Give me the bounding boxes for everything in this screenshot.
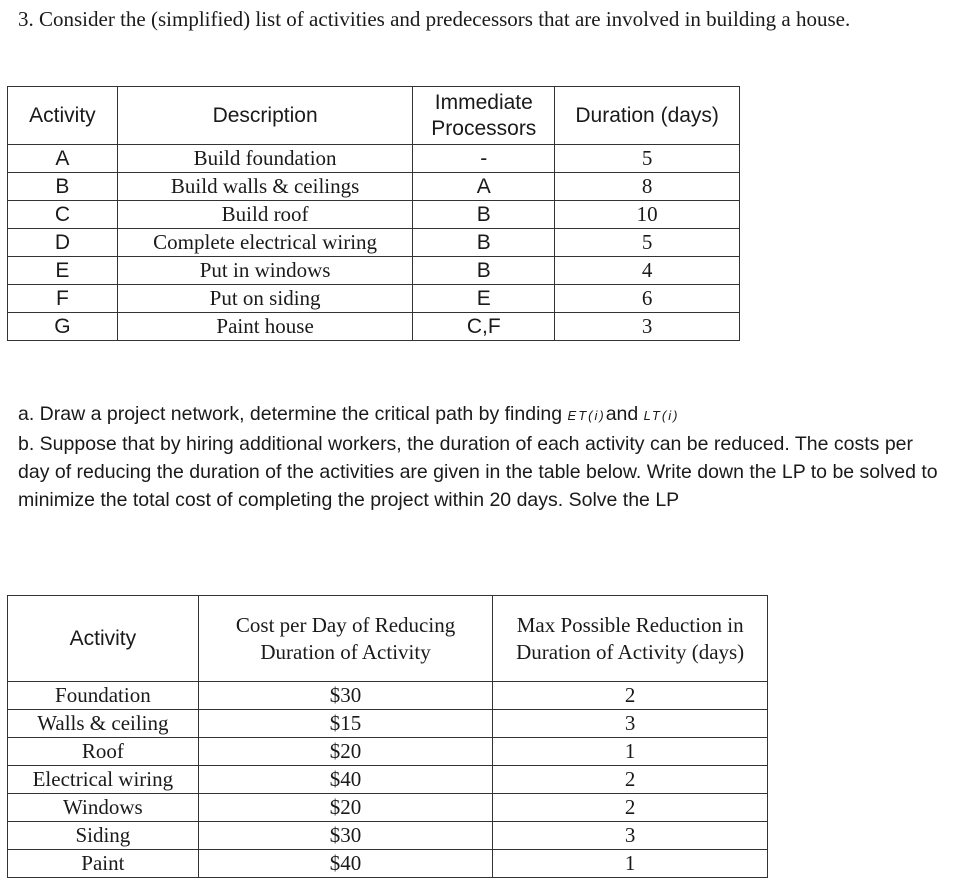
cell-predecessors: B — [413, 201, 555, 229]
cell-activity: Foundation — [8, 682, 199, 710]
cell-duration: 10 — [555, 201, 740, 229]
cell-cost: $20 — [198, 794, 493, 822]
cell-max-reduction: 2 — [493, 794, 768, 822]
cell-cost: $20 — [198, 738, 493, 766]
table-row — [8, 285, 740, 313]
cell-duration: 5 — [555, 229, 740, 257]
cell-activity: A — [8, 145, 118, 173]
table-row — [8, 794, 768, 822]
cell-description: Build foundation — [117, 145, 412, 173]
cell-duration: 3 — [555, 313, 740, 341]
cell-description: Paint house — [117, 313, 412, 341]
et-notation: ET(i) — [567, 408, 606, 423]
cell-description: Put in windows — [117, 257, 412, 285]
lt-notation: LT(i) — [643, 408, 680, 423]
cell-duration: 5 — [555, 145, 740, 173]
cell-description: Complete electrical wiring — [117, 229, 412, 257]
cell-description: Build walls & ceilings — [117, 173, 412, 201]
cell-cost: $15 — [198, 710, 493, 738]
cell-predecessors: B — [413, 229, 555, 257]
cell-activity: E — [8, 257, 118, 285]
cell-cost: $40 — [198, 850, 493, 878]
cell-activity: Paint — [8, 850, 199, 878]
cell-duration: 8 — [555, 173, 740, 201]
cell-predecessors: B — [413, 257, 555, 285]
table-header-row — [8, 87, 740, 145]
cell-max-reduction: 1 — [493, 850, 768, 878]
header-max-reduction: Max Possible Reduction in Duration of Activity (days) — [493, 596, 768, 682]
cell-cost: $30 — [198, 682, 493, 710]
cell-max-reduction: 3 — [493, 822, 768, 850]
cell-description: Put on siding — [117, 285, 412, 313]
table-row — [8, 257, 740, 285]
header-cost-activity: Activity — [8, 596, 199, 682]
cell-predecessors: - — [413, 145, 555, 173]
cell-activity: D — [8, 229, 118, 257]
header-activity: Activity — [8, 87, 118, 145]
cell-max-reduction: 2 — [493, 682, 768, 710]
cell-predecessors: E — [413, 285, 555, 313]
table-row — [8, 229, 740, 257]
cell-predecessors: A — [413, 173, 555, 201]
table-row — [8, 822, 768, 850]
cell-activity: G — [8, 313, 118, 341]
table-row — [8, 313, 740, 341]
header-cost-per-day: Cost per Day of Reducing Duration of Activity — [198, 596, 493, 682]
table-row — [8, 145, 740, 173]
table-row — [8, 710, 768, 738]
cell-activity: F — [8, 285, 118, 313]
header-duration: Duration (days) — [555, 87, 740, 145]
table-row — [8, 201, 740, 229]
part-a-text: a. Draw a project network, determine the critical path by finding — [18, 403, 563, 425]
cell-max-reduction: 1 — [493, 738, 768, 766]
table-row — [8, 738, 768, 766]
cell-duration: 6 — [555, 285, 740, 313]
cell-activity: Walls & ceiling — [8, 710, 199, 738]
table-row — [8, 682, 768, 710]
cell-activity: Electrical wiring — [8, 766, 199, 794]
part-a — [18, 400, 948, 430]
activity-table-body — [8, 145, 740, 341]
part-a-and: and — [605, 403, 639, 425]
table-row — [8, 173, 740, 201]
cell-activity: B — [8, 173, 118, 201]
question-title: 3. Consider the (simplified) list of activities and predecessors that are involved in building a house. — [18, 7, 851, 31]
header-predecessors: Immediate Processors — [413, 87, 555, 145]
cost-table-body — [8, 682, 768, 878]
cell-activity: Roof — [8, 738, 199, 766]
header-description: Description — [117, 87, 412, 145]
cell-duration: 4 — [555, 257, 740, 285]
cell-activity: C — [8, 201, 118, 229]
table-row — [8, 850, 768, 878]
cell-cost: $40 — [198, 766, 493, 794]
cell-cost: $30 — [198, 822, 493, 850]
cell-predecessors: C,F — [413, 313, 555, 341]
part-b: b. Suppose that by hiring additional workers, the duration of each activity can be reduced. The costs per day of reducing the duration of the activities are given in the table below. Write down the LP to be solved to minimize the total cost of completing the project within 20 days. Solve the LP — [18, 433, 938, 511]
cell-activity: Windows — [8, 794, 199, 822]
cell-max-reduction: 2 — [493, 766, 768, 794]
cell-description: Build roof — [117, 201, 412, 229]
activity-table — [7, 86, 740, 341]
cell-activity: Siding — [8, 822, 199, 850]
cell-max-reduction: 3 — [493, 710, 768, 738]
cost-table — [7, 595, 768, 878]
table-row — [8, 766, 768, 794]
table-header-row — [8, 596, 768, 682]
